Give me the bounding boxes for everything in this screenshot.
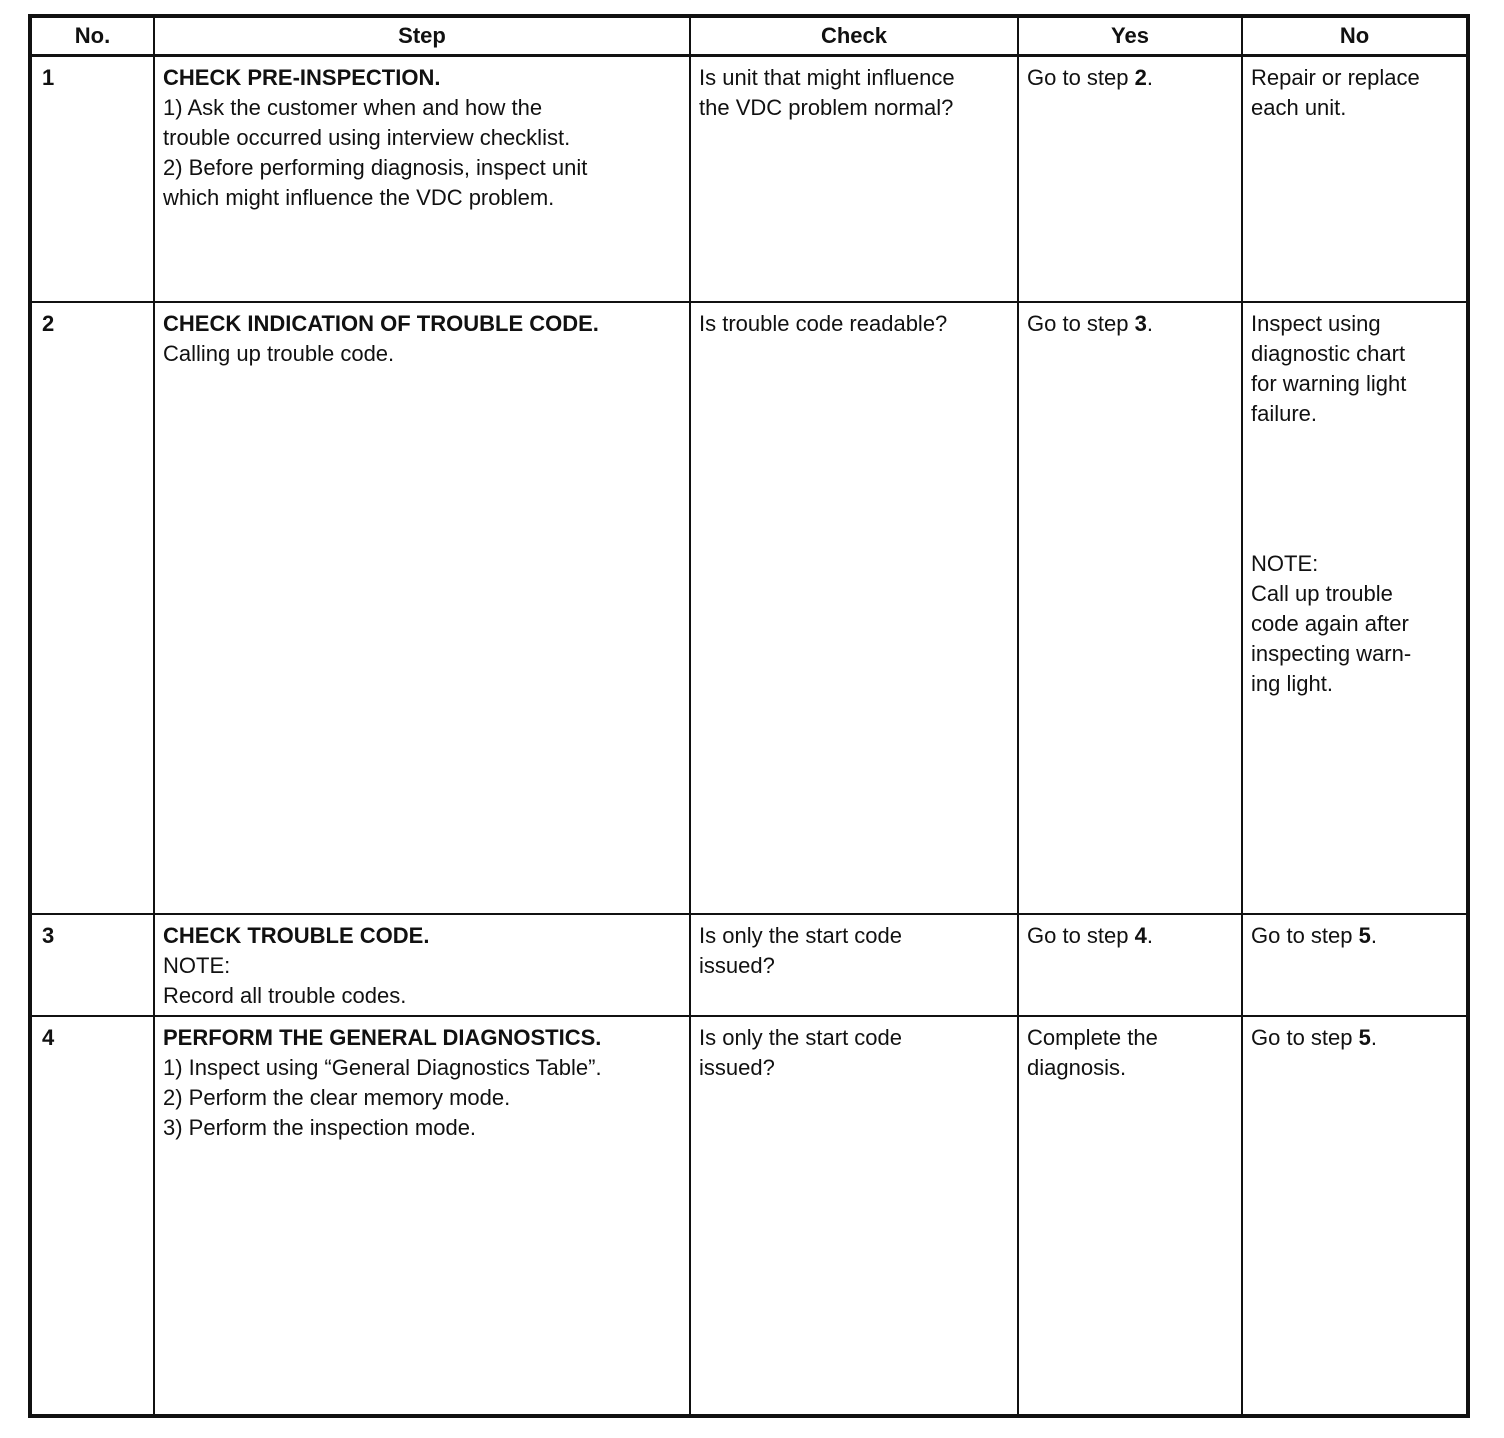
- header-step: Step: [154, 16, 690, 56]
- no-note-line: ing light.: [1251, 670, 1333, 696]
- no-step-number: 5: [1358, 922, 1371, 948]
- step-line: 1) Inspect using “General Diagnostics Table”.: [163, 1054, 602, 1080]
- step-line: NOTE:: [163, 952, 231, 978]
- header-no-result: No: [1242, 16, 1468, 56]
- no-note-block: [1251, 549, 1458, 699]
- step-title: CHECK INDICATION OF TROUBLE CODE.: [163, 310, 599, 336]
- header-yes: Yes: [1018, 16, 1242, 56]
- cell-no: [30, 1016, 154, 1416]
- check-line: issued?: [699, 952, 775, 978]
- yes-step-number: 4: [1134, 922, 1147, 948]
- yes-line: diagnosis.: [1027, 1054, 1127, 1080]
- cell-check: [690, 1016, 1018, 1416]
- step-line: 2) Perform the clear memory mode.: [163, 1084, 511, 1110]
- check-line: Is only the start code: [699, 922, 902, 948]
- cell-step: [154, 56, 690, 302]
- cell-step: [154, 1016, 690, 1416]
- no-note-line: code again after: [1251, 610, 1409, 636]
- row-number: 2: [42, 310, 55, 336]
- no-note-line: inspecting warn-: [1251, 640, 1412, 666]
- yes-step-number: 3: [1134, 310, 1147, 336]
- cell-step: [154, 302, 690, 914]
- step-line: which might influence the VDC problem.: [163, 185, 555, 210]
- cell-no: [30, 302, 154, 914]
- cell-yes: [1018, 1016, 1242, 1416]
- table-header-row: [30, 16, 1468, 56]
- header-no: No.: [30, 16, 154, 56]
- yes-step-number: 2: [1134, 65, 1147, 90]
- step-line: trouble occurred using interview checklist.: [163, 125, 571, 150]
- no-note-line: NOTE:: [1251, 550, 1319, 576]
- cell-no-result: [1242, 914, 1468, 1016]
- cell-no-result: [1242, 56, 1468, 302]
- row-number: 4: [42, 1024, 55, 1050]
- cell-check: [690, 914, 1018, 1016]
- table-row: [30, 56, 1468, 302]
- cell-step: [154, 914, 690, 1016]
- row-number: 1: [42, 65, 55, 90]
- step-line: Calling up trouble code.: [163, 340, 395, 366]
- no-suffix: .: [1370, 922, 1377, 948]
- no-suffix: .: [1370, 1024, 1377, 1050]
- cell-check: [690, 302, 1018, 914]
- check-line: issued?: [699, 1054, 775, 1080]
- cell-yes: [1018, 914, 1242, 1016]
- step-title: CHECK TROUBLE CODE.: [163, 922, 430, 948]
- no-line: diagnostic chart: [1251, 340, 1406, 366]
- step-line: 3) Perform the inspection mode.: [163, 1114, 477, 1140]
- table-row: [30, 1016, 1468, 1416]
- yes-suffix: .: [1146, 922, 1153, 948]
- yes-line: Complete the: [1027, 1024, 1158, 1050]
- cell-no-result: [1242, 302, 1468, 914]
- no-step-number: 5: [1358, 1024, 1371, 1050]
- cell-check: [690, 56, 1018, 302]
- step-title: CHECK PRE-INSPECTION.: [163, 65, 441, 90]
- cell-yes: [1018, 302, 1242, 914]
- no-line: each unit.: [1251, 95, 1347, 120]
- no-line: Repair or replace: [1251, 65, 1420, 90]
- step-line: Record all trouble codes.: [163, 982, 407, 1008]
- yes-suffix: .: [1146, 310, 1153, 336]
- cell-no: [30, 914, 154, 1016]
- no-line: for warning light: [1251, 370, 1407, 396]
- diagnostic-table: [28, 14, 1470, 1418]
- cell-yes: [1018, 56, 1242, 302]
- yes-prefix: Go to step: [1027, 310, 1135, 336]
- yes-suffix: .: [1146, 65, 1153, 90]
- no-line: failure.: [1251, 400, 1318, 426]
- row-number: 3: [42, 922, 55, 948]
- no-prefix: Go to step: [1251, 1024, 1359, 1050]
- check-line: Is unit that might influence: [699, 65, 955, 90]
- yes-prefix: Go to step: [1027, 65, 1135, 90]
- no-note-line: Call up trouble: [1251, 580, 1393, 606]
- check-line: the VDC problem normal?: [699, 95, 954, 120]
- cell-no: [30, 56, 154, 302]
- step-line: 1) Ask the customer when and how the: [163, 95, 543, 120]
- step-line: 2) Before performing diagnosis, inspect unit: [163, 155, 588, 180]
- cell-no-result: [1242, 1016, 1468, 1416]
- check-line: Is only the start code: [699, 1024, 902, 1050]
- check-line: Is trouble code readable?: [699, 310, 948, 336]
- header-check: Check: [690, 16, 1018, 56]
- table-row: [30, 302, 1468, 914]
- table-row: [30, 914, 1468, 1016]
- yes-prefix: Go to step: [1027, 922, 1135, 948]
- no-prefix: Go to step: [1251, 922, 1359, 948]
- step-title: PERFORM THE GENERAL DIAGNOSTICS.: [163, 1024, 602, 1050]
- no-line: Inspect using: [1251, 310, 1381, 336]
